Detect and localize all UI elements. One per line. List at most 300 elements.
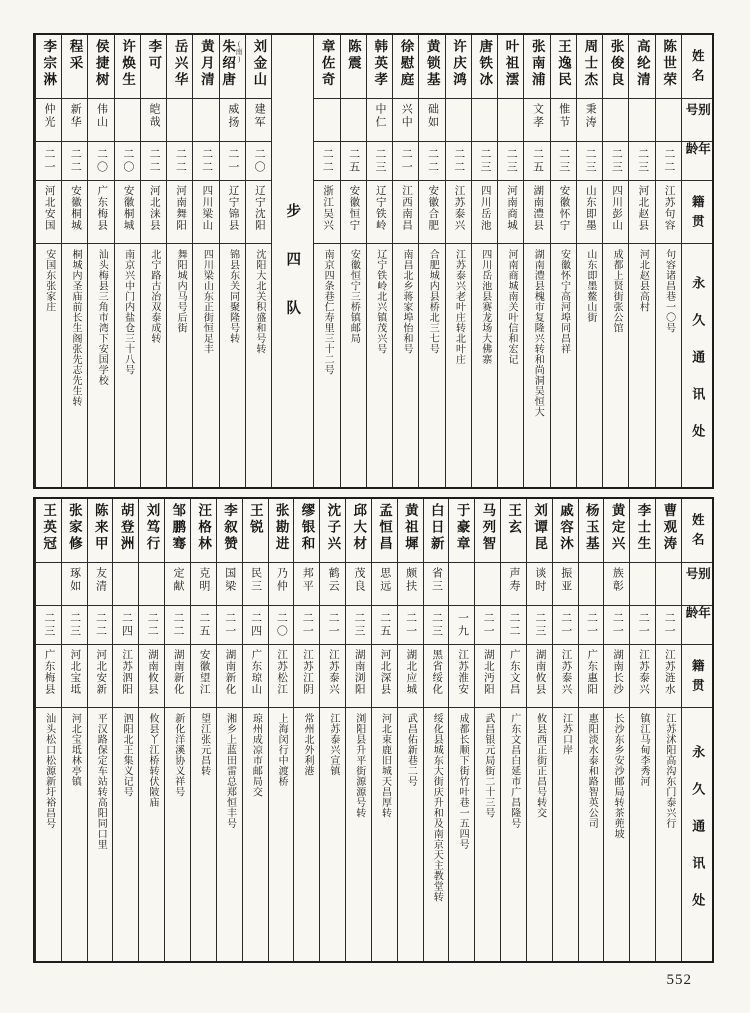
person-column [552, 499, 578, 961]
header-cell-native [682, 645, 712, 708]
person-column [61, 499, 87, 961]
cell-alias [527, 563, 552, 606]
cell-addr [579, 708, 604, 961]
native-text: 河北宝坻 [69, 649, 81, 695]
person-column [268, 499, 294, 961]
addr-text: 浏阳县升平街源源号转 [353, 713, 365, 818]
native-text: 安徽合肥 [427, 185, 439, 231]
cell-addr [88, 708, 113, 961]
native-text: 河北赵县 [637, 185, 649, 231]
cell-addr [217, 708, 242, 961]
addr-text: 南京四条巷仁寿里三十二号 [322, 249, 334, 375]
addr-text: 锦县东关同聚隆号转 [227, 249, 239, 344]
cell-age [88, 606, 113, 645]
cell-age [630, 606, 655, 645]
native-text: 广东梅县 [96, 185, 108, 231]
native-text: 浙江吴兴 [322, 185, 334, 231]
cell-addr [629, 244, 654, 487]
cell-addr [165, 708, 190, 961]
name-text: 白日新 [428, 503, 444, 553]
cell-addr [472, 244, 497, 487]
cell-name [524, 35, 549, 99]
cell-native [367, 181, 392, 244]
cell-age [472, 142, 497, 181]
cell-native [269, 645, 294, 708]
cell-native [88, 181, 113, 244]
cell-name [269, 499, 294, 563]
age-text: 二三 [505, 148, 518, 174]
cell-age [475, 606, 500, 645]
native-text: 江苏江阴 [302, 649, 314, 695]
cell-native [577, 181, 602, 244]
cell-age [269, 606, 294, 645]
cell-age [294, 606, 319, 645]
person-column [603, 499, 629, 961]
age-text: 二二 [146, 612, 159, 638]
cell-name [36, 499, 61, 563]
native-text: 安徽恒宁 [348, 185, 360, 231]
cell-alias [524, 99, 549, 142]
cell-alias [346, 563, 371, 606]
native-text: 安徽望江 [198, 649, 210, 695]
alias-text: 乃仲 [275, 567, 288, 593]
cell-name [372, 499, 397, 563]
cell-alias [603, 99, 628, 142]
native-text: 辽宁铁岭 [374, 185, 386, 231]
cell-name [36, 35, 61, 99]
cell-native [141, 181, 166, 244]
addr-text: 河北宝坻林亭镇 [69, 713, 81, 787]
header-label-age: 年龄 [684, 142, 711, 162]
name-text: 李叙赞 [221, 503, 237, 553]
cell-alias [449, 563, 474, 606]
cell-name [551, 35, 576, 99]
age-text: 二一 [404, 612, 417, 638]
cell-addr [139, 708, 164, 961]
age-text: 二三 [479, 148, 491, 174]
addr-text: 舞阳城内马号后街 [175, 249, 187, 333]
cell-age [424, 606, 449, 645]
cell-alias [393, 99, 418, 142]
addr-text: 安徽恒宁三桥镇邮局 [348, 249, 360, 344]
cell-addr [88, 244, 113, 487]
cell-age [498, 142, 523, 181]
native-text: 江苏句容 [663, 185, 675, 231]
person-column [576, 35, 602, 487]
cell-alias [551, 99, 576, 142]
cell-alias [88, 99, 113, 142]
addr-text: 望江张元昌转 [198, 713, 210, 776]
cell-age [320, 606, 345, 645]
age-text: 二四 [249, 612, 262, 638]
cell-native [475, 645, 500, 708]
cell-age [346, 606, 371, 645]
age-text: 二二 [426, 148, 439, 174]
native-text: 四川岳池 [479, 185, 491, 231]
alias-text: 思远 [378, 567, 391, 593]
cell-native [294, 645, 319, 708]
name-text: 陈世荣 [661, 39, 677, 89]
cell-native [246, 181, 271, 244]
name-text: 孟恒昌 [377, 503, 393, 553]
cell-addr [220, 244, 245, 487]
cell-addr [604, 708, 629, 961]
native-text: 湖南新化 [224, 649, 236, 695]
age-text: 二〇 [121, 148, 134, 174]
cell-native [88, 645, 113, 708]
name-text: 周士杰 [582, 39, 598, 89]
cell-name [604, 499, 629, 563]
cell-native [449, 645, 474, 708]
cell-age [419, 142, 444, 181]
cell-addr [191, 708, 216, 961]
cell-name [472, 35, 497, 99]
addr-text: 沈阳大北关积盛和号转 [253, 249, 265, 354]
cell-addr [294, 708, 319, 961]
cell-alias [141, 99, 166, 142]
person-column [319, 499, 345, 961]
name-text: 张勘进 [273, 503, 289, 553]
person-column [293, 499, 319, 961]
age-text: 二二 [69, 148, 82, 174]
person-column [35, 35, 61, 487]
cell-native [656, 645, 681, 708]
addr-text: 江苏沭阳高沟东门泰兴行 [663, 713, 675, 829]
cell-alias [243, 563, 268, 606]
native-text: 河北深县 [379, 649, 391, 695]
name-text: 黄锁基 [424, 39, 440, 89]
cell-age [603, 142, 628, 181]
native-text: 四川梁山 [201, 185, 213, 231]
addr-text: 江苏泰兴老叶庄转北叶庄 [453, 249, 465, 365]
age-text: 二二 [662, 148, 675, 174]
name-text: 马列智 [480, 503, 496, 553]
cell-alias [62, 99, 87, 142]
name-text: 程采 [67, 39, 83, 72]
cell-alias [341, 99, 366, 142]
cell-addr [419, 244, 444, 487]
addr-text: 南昌北乡蒋家埠怡和号 [400, 249, 412, 354]
person-column [628, 35, 654, 487]
name-text: 戚容沐 [557, 503, 573, 553]
addr-text: 汕头松口松源新圩裕昌号 [43, 713, 55, 829]
cell-name [320, 499, 345, 563]
cell-alias [217, 563, 242, 606]
cell-addr [346, 708, 371, 961]
cell-addr [167, 244, 192, 487]
native-text: 湖南澧县 [532, 185, 544, 231]
header-label-address: 永久通讯处 [690, 744, 706, 930]
cell-addr [577, 244, 602, 487]
header-label-alias: 别号 [684, 103, 711, 123]
cell-age [656, 606, 681, 645]
person-column [423, 499, 449, 961]
person-column [418, 35, 444, 487]
alias-text: 省三 [430, 567, 443, 593]
cell-addr [372, 708, 397, 961]
cell-age [501, 606, 526, 645]
addr-text: 桐城内圣庙前长生阁张先志先生转 [70, 249, 82, 407]
age-text: 二三 [68, 612, 81, 638]
alias-text: 皑哉 [148, 103, 161, 129]
age-text: 二二 [94, 612, 107, 638]
cell-name [115, 35, 140, 99]
name-text: 王锐 [247, 503, 263, 536]
cell-native [656, 181, 681, 244]
cell-age [113, 606, 138, 645]
native-text: 广东文昌 [508, 649, 520, 695]
name-text: 王玄 [506, 503, 522, 536]
cell-native [243, 645, 268, 708]
person-column [345, 499, 371, 961]
name-text: 韩英孝 [372, 39, 388, 89]
person-column [138, 499, 164, 961]
cell-alias [579, 563, 604, 606]
age-text: 二二 [200, 148, 213, 174]
name-text: 曹观涛 [661, 503, 677, 553]
cell-age [449, 606, 474, 645]
alias-text: 琢如 [68, 567, 81, 593]
native-text: 湖北沔阳 [482, 649, 494, 695]
native-text: 江苏淮安 [457, 649, 469, 695]
header-column [681, 35, 712, 487]
addr-text: 四川岳池县赛龙场大佛寨 [479, 249, 491, 365]
cell-age [167, 142, 192, 181]
person-column [242, 499, 268, 961]
name-text: 刘金山 [251, 39, 267, 89]
name-text: 黄定兴 [609, 503, 625, 553]
cell-age [217, 606, 242, 645]
cell-native [579, 645, 604, 708]
cell-age [139, 606, 164, 645]
cell-native [551, 181, 576, 244]
addr-text: 上海闵行中渡桥 [276, 713, 288, 787]
cell-native [472, 181, 497, 244]
cell-age [165, 606, 190, 645]
cell-alias [88, 563, 113, 606]
addr-text: 安徽怀宁高河埠同昌祥 [558, 249, 570, 354]
cell-name [498, 35, 523, 99]
age-text: 二三 [430, 612, 443, 638]
cell-native [629, 181, 654, 244]
cell-addr [603, 244, 628, 487]
cell-name [475, 499, 500, 563]
alias-text: 仲光 [43, 103, 56, 129]
alias-text: 中仁 [373, 103, 386, 129]
cell-age [553, 606, 578, 645]
alias-text: 邦平 [301, 567, 314, 593]
cell-name [449, 499, 474, 563]
register-table-bottom [33, 497, 714, 963]
native-text: 辽宁锦县 [227, 185, 239, 231]
unit-label: 步四队 [284, 203, 301, 349]
alias-text: 威扬 [226, 103, 239, 129]
addr-text: 成都上贤街张公馆 [611, 249, 623, 333]
cell-name [419, 35, 444, 99]
native-text: 河南商城 [506, 185, 518, 231]
addr-text: 河北赵县高村 [637, 249, 649, 312]
cell-native [501, 645, 526, 708]
cell-native [167, 181, 192, 244]
person-column [340, 35, 366, 487]
cell-age [246, 142, 271, 181]
header-cell-age [682, 606, 712, 645]
cell-addr [367, 244, 392, 487]
name-text: 黄祖墀 [402, 503, 418, 553]
cell-alias [398, 563, 423, 606]
age-text: 二二 [172, 612, 185, 638]
age-text: 二二 [508, 612, 521, 638]
cell-native [553, 645, 578, 708]
person-column [445, 35, 471, 487]
age-text: 二五 [347, 148, 360, 174]
header-label-native: 籍贯 [690, 194, 705, 234]
native-text: 辽宁沈阳 [253, 185, 265, 231]
cell-name [139, 499, 164, 563]
person-column [190, 499, 216, 961]
age-text: 二一 [663, 612, 676, 638]
age-text: 二三 [373, 148, 386, 174]
cell-alias [191, 563, 216, 606]
cell-addr [62, 244, 87, 487]
header-label-alias: 别号 [684, 567, 711, 587]
alias-text: 声寿 [508, 567, 521, 593]
addr-text: 北宁路古冶双泰成转 [148, 249, 160, 344]
cell-native [398, 645, 423, 708]
native-text: 河北安新 [95, 649, 107, 695]
cell-age [372, 606, 397, 645]
cell-native [393, 181, 418, 244]
cell-name [217, 499, 242, 563]
age-text: 二五 [197, 612, 210, 638]
addr-text: 新化洋溪协义祥号 [172, 713, 184, 797]
alias-text: 谈时 [533, 567, 546, 593]
cell-alias [269, 563, 294, 606]
addr-text: 合肥城内县桥北三七号 [427, 249, 439, 354]
addr-text: 长沙东乡安沙邮局转茶蔸坡 [612, 713, 624, 839]
cell-native [346, 645, 371, 708]
person-column [313, 35, 339, 487]
cell-alias [113, 563, 138, 606]
cell-addr [243, 708, 268, 961]
alias-text: 兴中 [400, 103, 413, 129]
cell-alias [246, 99, 271, 142]
cell-native [217, 645, 242, 708]
cell-addr [393, 244, 418, 487]
person-column [192, 35, 218, 487]
addr-text: 湖南澧县槐市复隆兴转和尚洞吴恒大 [532, 249, 544, 417]
age-text: 二一 [637, 612, 650, 638]
native-text: 黑省绥化 [431, 649, 443, 695]
cell-alias [139, 563, 164, 606]
cell-native [139, 645, 164, 708]
cell-native [630, 645, 655, 708]
cell-alias [36, 99, 61, 142]
age-text: 二三 [352, 612, 365, 638]
cell-addr [524, 244, 549, 487]
age-text: 二一 [327, 612, 340, 638]
cell-addr [449, 708, 474, 961]
cell-alias [320, 563, 345, 606]
native-text: 江苏泰兴 [637, 649, 649, 695]
cell-alias [424, 563, 449, 606]
age-text: 二二 [174, 148, 187, 174]
cell-age [524, 142, 549, 181]
addr-text: 镇江马甸李秀河 [637, 713, 649, 787]
cell-addr [113, 708, 138, 961]
cell-addr [141, 244, 166, 487]
cell-name [314, 35, 339, 99]
cell-name [88, 35, 113, 99]
cell-age [398, 606, 423, 645]
native-text: 河南舞阳 [175, 185, 187, 231]
name-text: 王逸民 [556, 39, 572, 89]
cell-native [372, 645, 397, 708]
addr-text: 惠阳淡水泰和路智英公司 [586, 713, 598, 829]
cell-native [62, 181, 87, 244]
cell-native [424, 645, 449, 708]
cell-alias [367, 99, 392, 142]
cell-age [367, 142, 392, 181]
name-text: 许庆鸿 [450, 39, 466, 89]
cell-native [191, 645, 216, 708]
addr-text: 武昌佑新巷二号 [405, 713, 417, 787]
cell-native [220, 181, 245, 244]
cell-addr [527, 708, 552, 961]
alias-text: 建军 [253, 103, 266, 129]
native-text: 湖北应城 [405, 649, 417, 695]
header-label-name: 姓名 [690, 513, 705, 552]
person-column [61, 35, 87, 487]
name-text: 陈震 [345, 39, 361, 72]
cell-age [36, 606, 61, 645]
person-column [655, 35, 681, 487]
cell-native [604, 645, 629, 708]
cell-addr [630, 708, 655, 961]
alias-text: 友清 [94, 567, 107, 593]
name-text: 侯捷树 [93, 39, 109, 89]
native-text: 湖南攸县 [534, 649, 546, 695]
cell-alias [294, 563, 319, 606]
header-cell-alias [682, 563, 712, 606]
name-text: 刘笃行 [144, 503, 160, 553]
register-table-top [33, 33, 714, 489]
cell-age [191, 606, 216, 645]
cell-name [629, 35, 654, 99]
cell-addr [424, 708, 449, 961]
alias-text: 克明 [197, 567, 210, 593]
name-text: 于豪章 [454, 503, 470, 553]
cell-native [320, 645, 345, 708]
cell-addr [553, 708, 578, 961]
person-column [114, 35, 140, 487]
cell-name [579, 499, 604, 563]
age-text: 二二 [452, 148, 465, 174]
person-column [474, 499, 500, 961]
person-column [87, 35, 113, 487]
header-label-address: 永久通讯处 [690, 275, 706, 461]
cell-native [62, 645, 87, 708]
cell-age [193, 142, 218, 181]
native-text: 山东即墨 [584, 185, 596, 231]
header-cell-address [682, 244, 712, 487]
cell-native [314, 181, 339, 244]
name-text: 岳兴华 [172, 39, 188, 89]
age-text: 二三 [42, 612, 55, 638]
addr-text: 山东即墨鳌山街 [584, 249, 596, 323]
alias-text: 新华 [69, 103, 82, 129]
name-text: 许焕生 [120, 39, 136, 89]
